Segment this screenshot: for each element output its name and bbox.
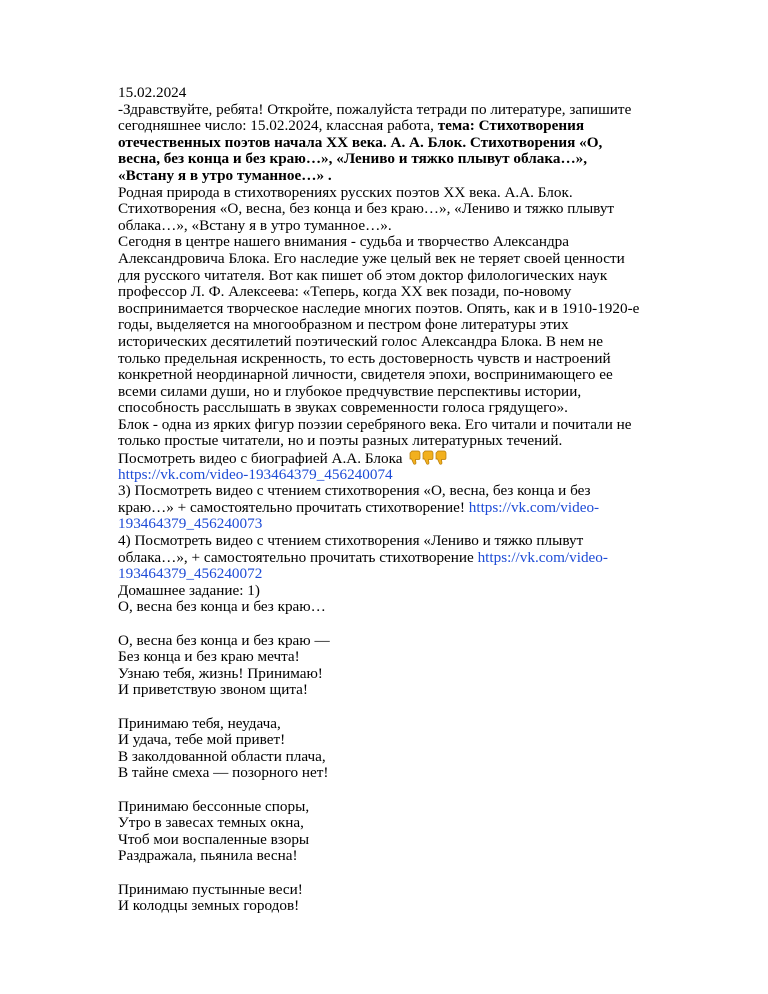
poem-line: Без конца и без краю мечта! — [118, 648, 300, 666]
item-4-line-2: облака…», + самостоятельно прочитать стихотворение https://vk.com/video- — [118, 548, 608, 566]
poem-title: О, весна без конца и без краю… — [118, 598, 326, 616]
poem-line: Принимаю пустынные веси! — [118, 880, 303, 898]
poem-line: И удача, тебе мой привет! — [118, 731, 286, 749]
poem-line: И колодцы земных городов! — [118, 897, 300, 915]
topic-line: Стихотворения «О, весна, без конца и без краю…», «Лениво и тяжко плывут — [118, 200, 615, 218]
date: 15.02.2024 — [118, 84, 187, 101]
intro-text: сегодняшнее число: 15.02.2024, классная работа, — [118, 117, 438, 135]
poem-line: И приветствую звоном щита! — [118, 681, 308, 699]
poem-stanza-3 — [118, 799, 658, 865]
thumbs-down-icon — [435, 450, 447, 470]
intro-line-1: -Здравствуйте, ребята! Откройте, пожалуйста тетради по литературе, запишите — [118, 100, 632, 118]
poem-stanza-1 — [118, 633, 658, 699]
body-line: воспринимается творческое наследие многих поэтов. Опять, как и в 1910-1920-е — [118, 299, 640, 317]
poem-line: Принимаю бессонные споры, — [118, 797, 310, 815]
topic-heading-line-4: «Встану я в утро туманное…» . — [118, 166, 332, 184]
video-spring-link-cont[interactable]: 193464379_456240073 — [118, 515, 263, 533]
poem-line: О, весна без конца и без краю — — [118, 631, 330, 649]
video-biography-text: Посмотреть видео с биографией А.А. Блока — [118, 450, 403, 468]
video-clouds-link-cont[interactable]: 193464379_456240072 — [118, 565, 263, 583]
poem-stanza-2 — [118, 716, 658, 782]
body-line: Александровича Блока. Его наследие уже целый век не теряет своей ценности — [118, 249, 625, 267]
poem-line: В тайне смеха — позорного нет! — [118, 764, 329, 782]
body-line: всеми силами души, но и глубокое предчувствие перспективы истории, — [118, 382, 582, 400]
document-body — [118, 85, 658, 915]
body-line: Сегодня в центре нашего внимания - судьба и творчество Александра — [118, 233, 570, 251]
topic-line: Родная природа в стихотворениях русских поэтов XX века. А.А. Блок. — [118, 183, 573, 201]
body-line: для русского читателя. Вот как пишет об этом доктор филологических наук — [118, 266, 608, 284]
body-line: только предельная искренность, то есть достоверность чувств и настроений — [118, 349, 611, 367]
video-clouds-link[interactable]: https://vk.com/video- — [477, 548, 608, 566]
body-line: конкретной неординарной личности, свидетеля эпохи, воспринимающего ее — [118, 366, 613, 384]
item-4-line-1: 4) Посмотреть видео с чтением стихотворения «Лениво и тяжко плывут — [118, 532, 584, 550]
homework-label: Домашнее задание: 1) — [118, 581, 260, 599]
intro-line-2 — [118, 118, 658, 135]
topic-line: облака…», «Встану я в утро туманное…». — [118, 216, 392, 234]
body-line: исторических десятилетий поэтический голос Александра Блока. В нем не — [118, 332, 604, 350]
body-line: годы, выделяется на многообразном и пестром фоне литературы этих — [118, 316, 569, 334]
poem-line: Принимаю тебя, неудача, — [118, 714, 281, 732]
item-3-line-1: 3) Посмотреть видео с чтением стихотворения «О, весна, без конца и без — [118, 482, 591, 500]
poem-line: В заколдованной области плача, — [118, 747, 326, 765]
poem-line: Узнаю тебя, жизнь! Принимаю! — [118, 664, 323, 682]
body-line: Блок - одна из ярких фигур поэзии серебряного века. Его читали и почитали не — [118, 415, 632, 433]
poem-line: Чтоб мои воспаленные взоры — [118, 830, 310, 848]
thumbs-down-icons — [409, 450, 448, 470]
item-3-line-2: краю…» + самостоятельно прочитать стихотворение! https://vk.com/video- — [118, 498, 600, 516]
body-line: только простые читатели, но и поэты разных литературных течений. — [118, 432, 563, 450]
topic-heading-line-2: отечественных поэтов начала XX века. А. А. Блок. Стихотворения «О, — [118, 133, 603, 151]
video-spring-link[interactable]: https://vk.com/video- — [468, 498, 600, 516]
topic-heading-line-3: весна, без конца и без краю…», «Лениво и тяжко плывут облака…», — [118, 150, 588, 168]
body-line: профессор Л. Ф. Алексеева: «Теперь, когда XX век позади, по-новому — [118, 283, 572, 301]
poem-line: Раздражала, пьянила весна! — [118, 847, 298, 865]
video-biography-line — [118, 450, 658, 467]
video-biography-link[interactable]: https://vk.com/video-193464379_456240074 — [118, 465, 393, 483]
body-line: способность расслышать в звуках современности голоса грядущего». — [118, 399, 568, 417]
topic-heading: тема: Стихотворения — [437, 117, 585, 135]
thumbs-down-icon — [422, 450, 434, 470]
thumbs-down-icon — [409, 450, 421, 470]
poem-stanza-4 — [118, 882, 658, 915]
poem-line: Утро в завесах темных окна, — [118, 814, 304, 832]
